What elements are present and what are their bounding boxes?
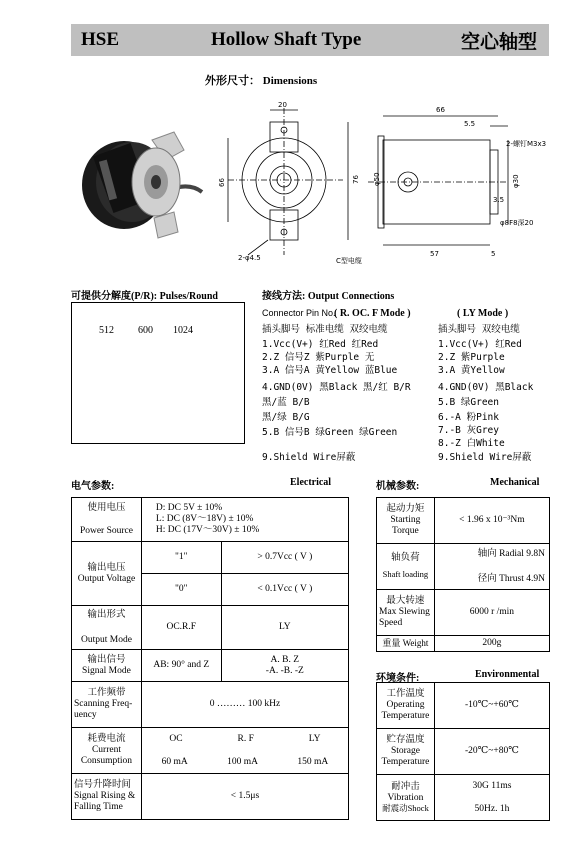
torque-en2: Torque	[392, 525, 419, 536]
row-current	[72, 728, 349, 774]
conn-row-right: 8.-Z 白White	[438, 438, 505, 449]
op-en1: Operating	[386, 700, 425, 711]
header-bar	[71, 24, 549, 56]
conn-row-right: 9.Shield Wire屏蔽	[438, 452, 532, 463]
op-en2: Temperature	[381, 710, 430, 721]
power-l: L: DC (8V～18V) ± 10%	[155, 514, 254, 525]
v0-value: < 0.1Vcc ( V )	[221, 574, 348, 606]
output-cn: 输出电压	[87, 562, 126, 573]
conn-head-mode1: ( R. OC. F Mode )	[334, 308, 411, 319]
speed-en1: Max Slewing	[379, 607, 430, 618]
row-freq	[72, 682, 349, 728]
dim-66-left: 66	[218, 178, 226, 187]
page-title: Hollow Shaft Type	[211, 29, 362, 50]
electrical-label-en: Electrical	[290, 477, 332, 488]
cur-en2: Consumption	[80, 755, 133, 766]
rise-cn: 信号升降时间	[74, 780, 132, 791]
signal-en: Signal Mode	[82, 665, 131, 676]
cur-h3: LY	[308, 733, 321, 744]
op-value: -10℃~+60℃	[434, 683, 549, 729]
shaft-cn: 轴负荷	[391, 553, 420, 564]
vib-cell	[377, 775, 435, 821]
speed-en2: Speed	[379, 617, 403, 628]
freq-cell	[72, 682, 142, 728]
row-power	[72, 498, 349, 542]
dim-phi50: φ50	[373, 172, 381, 186]
mechanical-label: 机械参数:	[376, 481, 420, 492]
shaft-values	[434, 544, 549, 590]
conn-row-right: 1.Vcc(V+) 红Red	[438, 339, 522, 350]
row-weight	[377, 636, 550, 652]
row-vibration	[377, 775, 550, 821]
dim-66-top: 66	[436, 106, 445, 114]
power-h: H: DC (17V～30V) ± 10%	[155, 524, 260, 535]
freq-en2: uency	[74, 709, 97, 720]
st-cell	[377, 729, 435, 775]
st-value: -20℃~+80℃	[434, 729, 549, 775]
conn-row-left: 5.B 信号B 绿Green 绿Green	[262, 427, 398, 438]
power-cn: 使用电压	[87, 502, 126, 513]
conn-row-right: 4.GND(0V) 黑Black	[438, 382, 534, 393]
op-cell	[377, 683, 435, 729]
thrust-value: 径向 Thrust 4.9N	[477, 573, 545, 584]
output-en: Output Voltage	[77, 573, 136, 584]
conn-row-left: 3.A 信号A 黄Yellow 蓝Blue	[262, 365, 398, 376]
pulse-value: 600	[138, 325, 153, 336]
output-voltage-cell	[72, 542, 142, 606]
row-speed	[377, 590, 550, 636]
conn-row-left: 黑/绿 B/G	[262, 412, 310, 423]
pulse-value: 512	[99, 325, 114, 336]
form-b: LY	[221, 606, 348, 650]
power-d: D: DC 5V ± 10%	[155, 503, 223, 514]
signal-b2: -A. -B. -Z	[265, 665, 304, 676]
vib-cn2: 耐震动Shock	[382, 802, 429, 813]
st-cn: 贮存温度	[386, 735, 425, 746]
current-cell	[72, 728, 142, 774]
dim-5: 5	[491, 250, 496, 258]
output-mode-cell	[72, 606, 142, 650]
v1-value: > 0.7Vcc ( V )	[221, 542, 348, 574]
freq-value: 0 ……… 100 kHz	[141, 682, 348, 728]
rise-cell	[72, 774, 142, 820]
row-output-1	[72, 542, 349, 574]
signal-b	[221, 650, 348, 682]
vib-v2: 50Hz. 1h	[474, 803, 510, 814]
speed-cell	[377, 590, 435, 636]
signal-a: AB: 90° and Z	[141, 650, 221, 682]
cur-v3: 150 mA	[297, 756, 329, 767]
radial-value: 轴向 Radial 9.8N	[477, 548, 545, 559]
power-source-cell	[72, 498, 142, 542]
rise-en1: Signal Rising &	[74, 791, 136, 802]
dim-20: 20	[278, 101, 287, 109]
torque-cn: 起动力矩	[386, 504, 425, 515]
weight-value: 200g	[434, 636, 549, 652]
cur-h2: R. F	[237, 733, 254, 744]
mechanical-table	[376, 497, 550, 652]
encoder-photo	[74, 120, 204, 240]
row-operating	[377, 683, 550, 729]
cur-v2: 100 mA	[227, 756, 259, 767]
conn-row-left: 1.Vcc(V+) 红Red 红Red	[262, 339, 379, 350]
conn-row-left: 9.Shield Wire屏蔽	[262, 452, 356, 463]
dimensions-label: 外形尺寸： Dimensions	[205, 75, 318, 87]
electrical-label: 电气参数:	[71, 481, 115, 492]
vib-v1: 30G 11ms	[472, 780, 512, 791]
freq-en1: Scanning Freq-	[74, 699, 133, 710]
rise-value: < 1.5μs	[141, 774, 348, 820]
st-en2: Temperature	[381, 756, 430, 767]
form-cn: 输出形式	[87, 609, 126, 620]
row-torque	[377, 498, 550, 544]
vib-values	[434, 775, 549, 821]
mechanical-label-en: Mechanical	[490, 477, 540, 488]
rise-en2: Falling Time	[74, 801, 123, 812]
row-storage	[377, 729, 550, 775]
conn-head-pin: Connector Pin No.	[262, 308, 336, 318]
dim-57: 57	[430, 250, 439, 258]
dimension-drawing	[208, 100, 553, 275]
cur-h1: OC	[169, 733, 183, 744]
form-a: OC.R.F	[141, 606, 221, 650]
row-signal	[72, 650, 349, 682]
dim-76: 76	[352, 175, 360, 184]
power-en: Power Source	[79, 525, 133, 536]
environmental-table	[376, 682, 550, 821]
conn-row-left: 4.GND(0V) 黑Black 黑/红 B/R	[262, 382, 411, 393]
environmental-label-en: Environmental	[475, 669, 540, 680]
note-m3: 2-螺钉M3x3	[506, 140, 547, 148]
note-cable: C型电缆	[336, 257, 362, 265]
weight-label: 重量 Weight	[377, 636, 435, 652]
shaft-cell	[377, 544, 435, 590]
conn-row-right: 5.B 绿Green	[438, 397, 499, 408]
row-rise	[72, 774, 349, 820]
conn-row-right: 3.A 黄Yellow	[438, 365, 505, 376]
signal-b1: A. B. Z	[270, 654, 300, 665]
cur-cn: 耗费电流	[87, 734, 126, 745]
model-code: HSE	[81, 29, 120, 50]
conn-sub-right: 插头脚号 双绞电缆	[438, 324, 520, 335]
vib-cn: 耐冲击	[391, 781, 420, 792]
conn-row-left: 2.Z 信号Z 紫Purple 无	[262, 352, 375, 363]
shaft-en: Shaft loading	[382, 569, 429, 580]
speed-value: 6000 r /min	[434, 590, 549, 636]
cur-v1: 60 mA	[161, 756, 188, 767]
connections-label: 接线方法: Output Connections	[262, 291, 395, 302]
conn-row-right: 7.-B 灰Grey	[438, 425, 499, 436]
torque-value: < 1.96 x 10⁻³Nm	[434, 498, 549, 544]
conn-row-right: 6.-A 粉Pink	[438, 412, 499, 423]
row-shaft	[377, 544, 550, 590]
page-title-cn: 空心轴型	[460, 30, 537, 53]
dim-phi30: φ30	[512, 174, 520, 188]
conn-head-mode2: ( LY Mode )	[457, 308, 509, 319]
pulses-label: 可提供分解度(P/R): Pulses/Round	[71, 291, 218, 302]
conn-row-right: 2.Z 紫Purple	[438, 352, 505, 363]
v0-label: "0"	[141, 574, 221, 606]
environmental-label: 环境条件:	[376, 673, 420, 684]
row-form	[72, 606, 349, 650]
speed-cn: 最大转速	[386, 596, 425, 607]
dim-5-5: 5.5	[464, 120, 476, 128]
electrical-table	[71, 497, 349, 820]
dim-3-5: 3.5	[493, 196, 505, 204]
note-hole: 2-φ4.5	[238, 254, 261, 262]
signal-mode-cell	[72, 650, 142, 682]
st-en1: Storage	[390, 746, 420, 757]
conn-row-left: 黑/蓝 B/B	[262, 397, 310, 408]
pulses-box	[71, 302, 245, 444]
freq-cn: 工作频带	[87, 688, 126, 699]
torque-en1: Starting	[390, 515, 421, 526]
current-values	[141, 728, 348, 774]
power-values	[141, 498, 348, 542]
v1-label: "1"	[141, 542, 221, 574]
op-cn: 工作温度	[386, 689, 425, 700]
cur-en1: Current	[91, 745, 121, 756]
note-shaft: φ8F8深20	[500, 219, 534, 227]
form-en: Output Mode	[80, 634, 132, 645]
conn-sub-left: 插头脚号 标准电缆 双绞电缆	[262, 324, 388, 335]
torque-cell	[377, 498, 435, 544]
pulse-value: 1024	[173, 325, 193, 336]
vib-en: Vibration	[387, 792, 424, 803]
signal-cn: 输出信号	[87, 654, 126, 665]
